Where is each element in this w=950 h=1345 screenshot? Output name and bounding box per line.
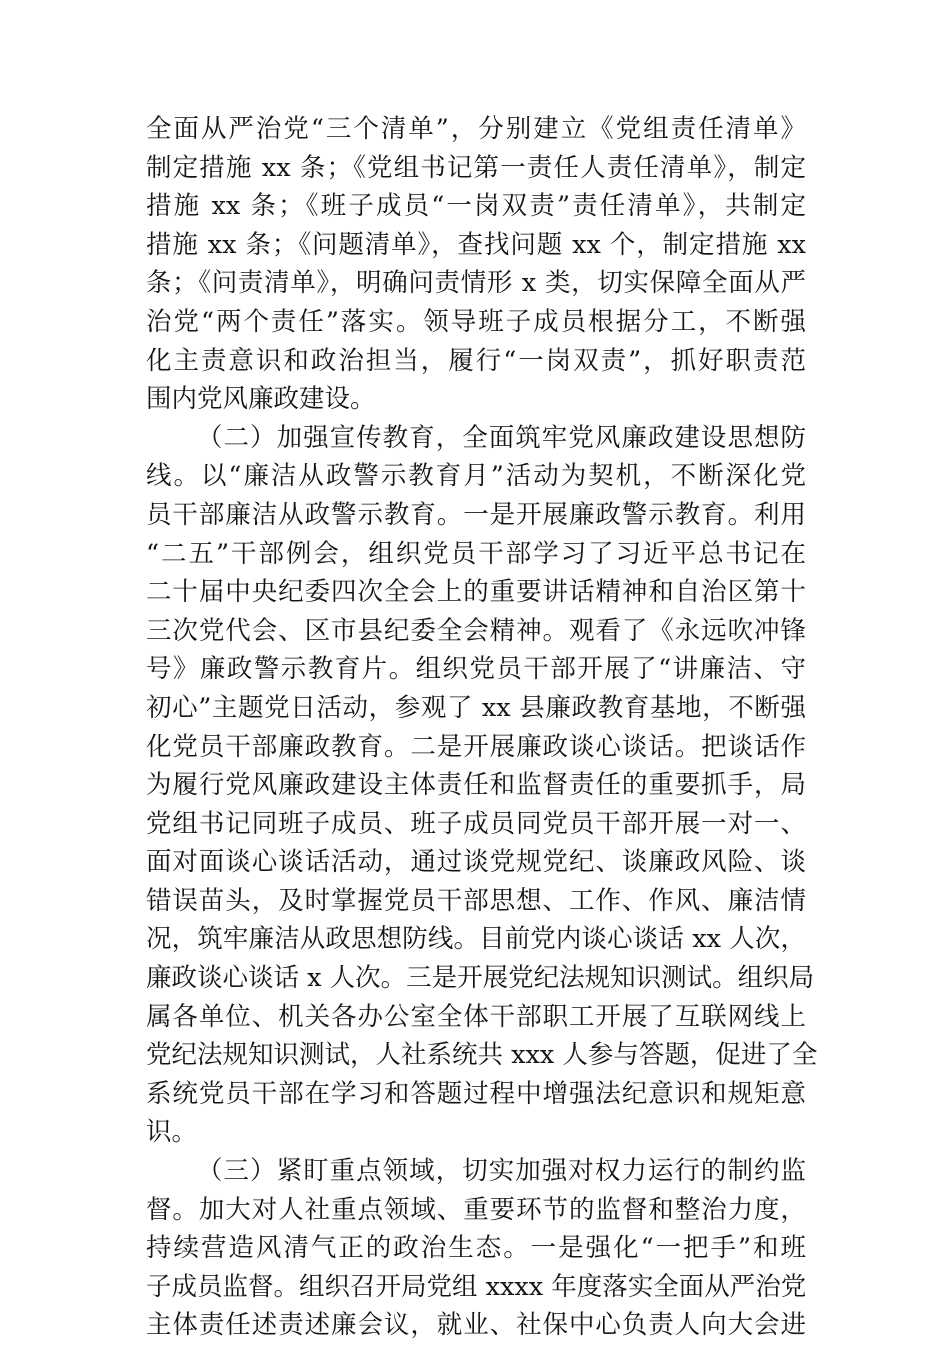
text-line: 廉政谈心谈话 x 人次。三是开展党纪法规知识测试。组织局: [146, 963, 815, 994]
text-line: 系统党员干部在学习和答题过程中增强法纪意识和规矩意: [146, 1078, 806, 1109]
text-line: 化主责意识和政治担当，履行“一岗双责”，抓好职责范: [146, 345, 806, 376]
text-line: 党纪法规知识测试，人社系统共 xxx 人参与答题，促进了全: [146, 1040, 818, 1071]
text-line: 错误苗头，及时掌握党员干部思想、工作、作风、廉洁情: [146, 885, 806, 916]
text-line: 制定措施 xx 条；《党组书记第一责任人责任清单》，制定: [146, 152, 806, 183]
text-line: 初心”主题党日活动，参观了 xx 县廉政教育基地，不断强: [146, 692, 806, 723]
text-line: 员干部廉洁从政警示教育。一是开展廉政警示教育。利用: [146, 499, 806, 530]
text-line: 面对面谈心谈话活动，通过谈党规党纪、谈廉政风险、谈: [146, 847, 806, 878]
text-line: 识。: [146, 1117, 198, 1148]
document-body: [146, 110, 818, 1345]
text-line: 持续营造风清气正的政治生态。一是强化“一把手”和班: [146, 1233, 806, 1264]
text-line: 线。以“廉洁从政警示教育月”活动为契机，不断深化党: [146, 461, 806, 492]
text-line: 围内党风廉政建设。: [146, 384, 376, 415]
text-line: 子成员监督。组织召开局党组 xxxx 年度落实全面从严治党: [146, 1271, 807, 1302]
text-line: “二五”干部例会，组织党员干部学习了习近平总书记在: [146, 538, 806, 569]
text-line: 况，筑牢廉洁从政思想防线。目前党内谈心谈话 xx 人次，: [146, 924, 806, 955]
text-line: 化党员干部廉政教育。二是开展廉政谈心谈话。把谈话作: [146, 731, 806, 762]
text-line: 为履行党风廉政建设主体责任和监督责任的重要抓手，局: [146, 770, 806, 801]
text-line: 二十届中央纪委四次全会上的重要讲话精神和自治区第十: [146, 577, 806, 608]
text-line: 条；《问责清单》，明确问责情形 x 类，切实保障全面从严: [146, 268, 806, 299]
text-line: 三次党代会、区市县纪委全会精神。观看了《永远吹冲锋: [146, 615, 806, 646]
text-line: 治党“两个责任”落实。领导班子成员根据分工，不断强: [146, 306, 806, 337]
text-line: 督。加大对人社重点领域、重要环节的监督和整治力度，: [146, 1194, 806, 1225]
text-line: 号》廉政警示教育片。组织党员干部开展了“讲廉洁、守: [146, 654, 806, 685]
text-line: 全面从严治党“三个清单”，分别建立《党组责任清单》: [146, 114, 806, 144]
text-line: 措施 xx 条；《问题清单》，查找问题 xx 个，制定措施 xx: [146, 229, 806, 260]
text-line: （二）加强宣传教育，全面筑牢党风廉政建设思想防: [197, 422, 806, 453]
text-line: 党组书记同班子成员、班子成员同党员干部开展一对一、: [146, 808, 806, 839]
text-line: （三）紧盯重点领域，切实加强对权力运行的制约监: [197, 1156, 806, 1187]
text-line: 主体责任述责述廉会议，就业、社保中心负责人向大会进: [146, 1310, 806, 1341]
text-line: 措施 xx 条；《班子成员“一岗双责”责任清单》，共制定: [146, 191, 806, 222]
text-line: 属各单位、机关各办公室全体干部职工开展了互联网线上: [146, 1001, 806, 1032]
